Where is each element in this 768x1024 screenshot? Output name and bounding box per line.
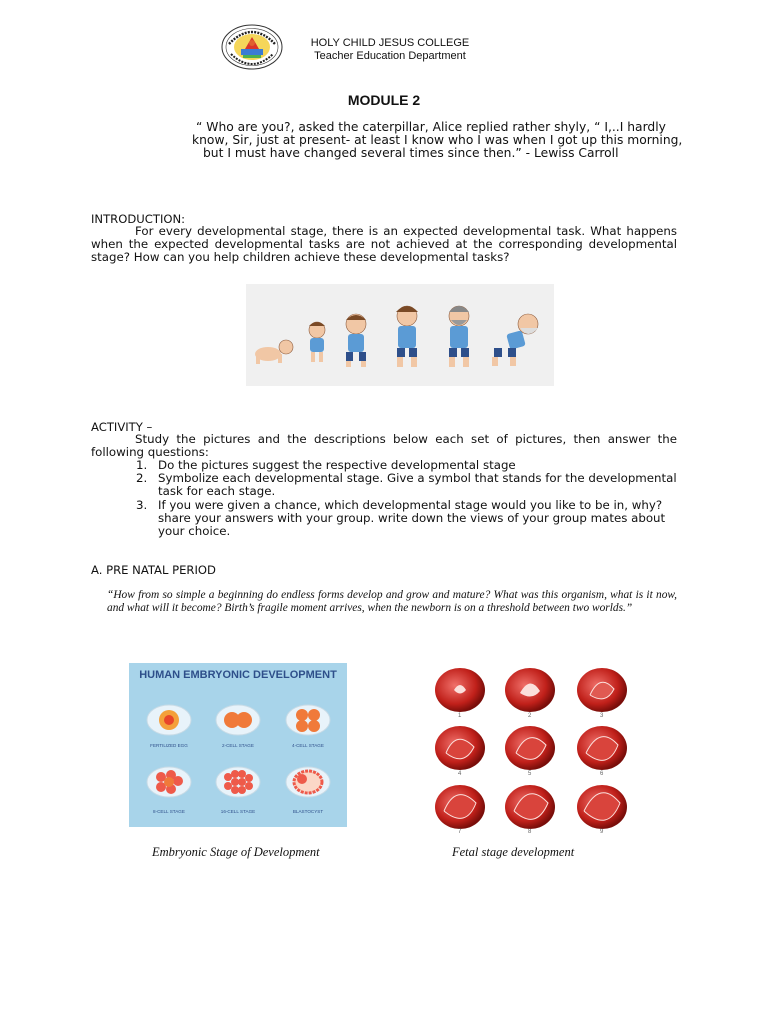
fetal-number: 5 bbox=[528, 771, 532, 777]
fetal-womb-1 bbox=[435, 668, 485, 712]
fetal-womb-8 bbox=[505, 785, 555, 829]
question-text: Do the pictures suggest the respective developmental stage bbox=[158, 458, 516, 472]
fetal-number: 6 bbox=[600, 771, 604, 777]
sixteen-cell-stage bbox=[214, 765, 262, 799]
stage-label: 16-CELL STAGE bbox=[220, 809, 256, 814]
fetal-number: 7 bbox=[458, 829, 462, 835]
list-item bbox=[136, 472, 677, 498]
embryonic-development-figure bbox=[129, 663, 347, 827]
fetal-womb-7 bbox=[435, 785, 485, 829]
fetal-womb-2 bbox=[505, 668, 555, 712]
stage-label: FERTILIZED EGG bbox=[150, 743, 188, 748]
quote-line-1: “ Who are you?, asked the caterpillar, Alice replied rather shyly, “ I,..I hardly bbox=[196, 120, 666, 134]
quote-line-2: know, Sir, just at present- at least I know who I was when I got up this morning, bbox=[192, 133, 683, 147]
college-seal-logo bbox=[221, 24, 283, 70]
activity-instructions: Study the pictures and the descriptions below each set of pictures, then answer the following questions: bbox=[91, 432, 677, 460]
two-cell-stage bbox=[214, 703, 262, 737]
stage-label: 4-CELL STAGE bbox=[292, 743, 324, 748]
life-stages-illustration bbox=[246, 284, 554, 386]
fetal-number: 2 bbox=[528, 713, 532, 719]
fetal-development-figure bbox=[430, 665, 630, 835]
section-a-heading: A. PRE NATAL PERIOD bbox=[91, 563, 216, 577]
question-number: 3. bbox=[136, 497, 148, 512]
question-text: Symbolize each developmental stage. Give a symbol that stands for the developmental task for each stage. bbox=[158, 471, 677, 499]
fetal-womb-6 bbox=[577, 726, 627, 770]
fertilized-egg-cell bbox=[145, 703, 193, 737]
fetal-number: 1 bbox=[458, 713, 462, 719]
fetal-womb-5 bbox=[505, 726, 555, 770]
question-number: 2. bbox=[136, 471, 148, 486]
fetal-number: 8 bbox=[528, 829, 532, 835]
college-header bbox=[300, 37, 480, 63]
adult-figure bbox=[449, 306, 469, 367]
activity-heading: ACTIVITY – bbox=[91, 420, 153, 434]
department-name: Teacher Education Department bbox=[314, 50, 466, 62]
opening-quote bbox=[176, 121, 686, 160]
fetal-womb-9 bbox=[577, 785, 627, 829]
stage-label: BLASTOCYST bbox=[292, 809, 324, 814]
teen-figure bbox=[396, 306, 418, 367]
question-number: 1. bbox=[136, 458, 148, 472]
introduction-heading: INTRODUCTION: bbox=[91, 212, 186, 226]
fetal-number: 9 bbox=[600, 829, 604, 835]
activity-question-list bbox=[136, 459, 677, 538]
stage-label: 8-CELL STAGE bbox=[153, 809, 185, 814]
fetal-number: 3 bbox=[600, 713, 604, 719]
module-title: MODULE 2 bbox=[347, 92, 421, 108]
child-figure bbox=[346, 314, 366, 367]
prenatal-quote: “How from so simple a beginning do endless forms develop and grow and mature? What was this organism, what is it now, and what will it become? Birth’s fragile moment arrives, when the newborn is on a threshold between two worlds.” bbox=[107, 589, 677, 614]
introduction-paragraph: For every developmental stage, there is an expected developmental task. What happens when the expected developmental tasks are not achieved at the corresponding developmental stage? How can you help children achieve these developmental tasks? bbox=[91, 224, 677, 265]
fetal-womb-3 bbox=[577, 668, 627, 712]
eight-cell-stage bbox=[145, 765, 193, 799]
four-cell-stage bbox=[284, 703, 332, 737]
stage-label: 2-CELL STAGE bbox=[222, 743, 254, 748]
toddler-figure bbox=[309, 322, 325, 362]
quote-line-3: but I must have changed several times since then.” - Lewiss Carroll bbox=[203, 146, 619, 160]
list-item bbox=[136, 499, 677, 539]
fetal-caption: Fetal stage development bbox=[452, 845, 575, 859]
college-name: HOLY CHILD JESUS COLLEGE bbox=[310, 37, 470, 49]
fetal-number: 4 bbox=[458, 771, 462, 777]
elder-figure bbox=[492, 314, 538, 366]
baby-figure bbox=[255, 340, 293, 364]
fetal-womb-4 bbox=[435, 726, 485, 770]
question-text: If you were given a chance, which developmental stage would you like to be in, why? share your answers with your group. write down the views of your group mates about your choice. bbox=[158, 497, 666, 539]
blastocyst-stage bbox=[284, 765, 332, 799]
embryo-figure-title: HUMAN EMBRYONIC DEVELOPMENT bbox=[139, 669, 337, 681]
embryonic-caption: Embryonic Stage of Development bbox=[152, 845, 320, 859]
